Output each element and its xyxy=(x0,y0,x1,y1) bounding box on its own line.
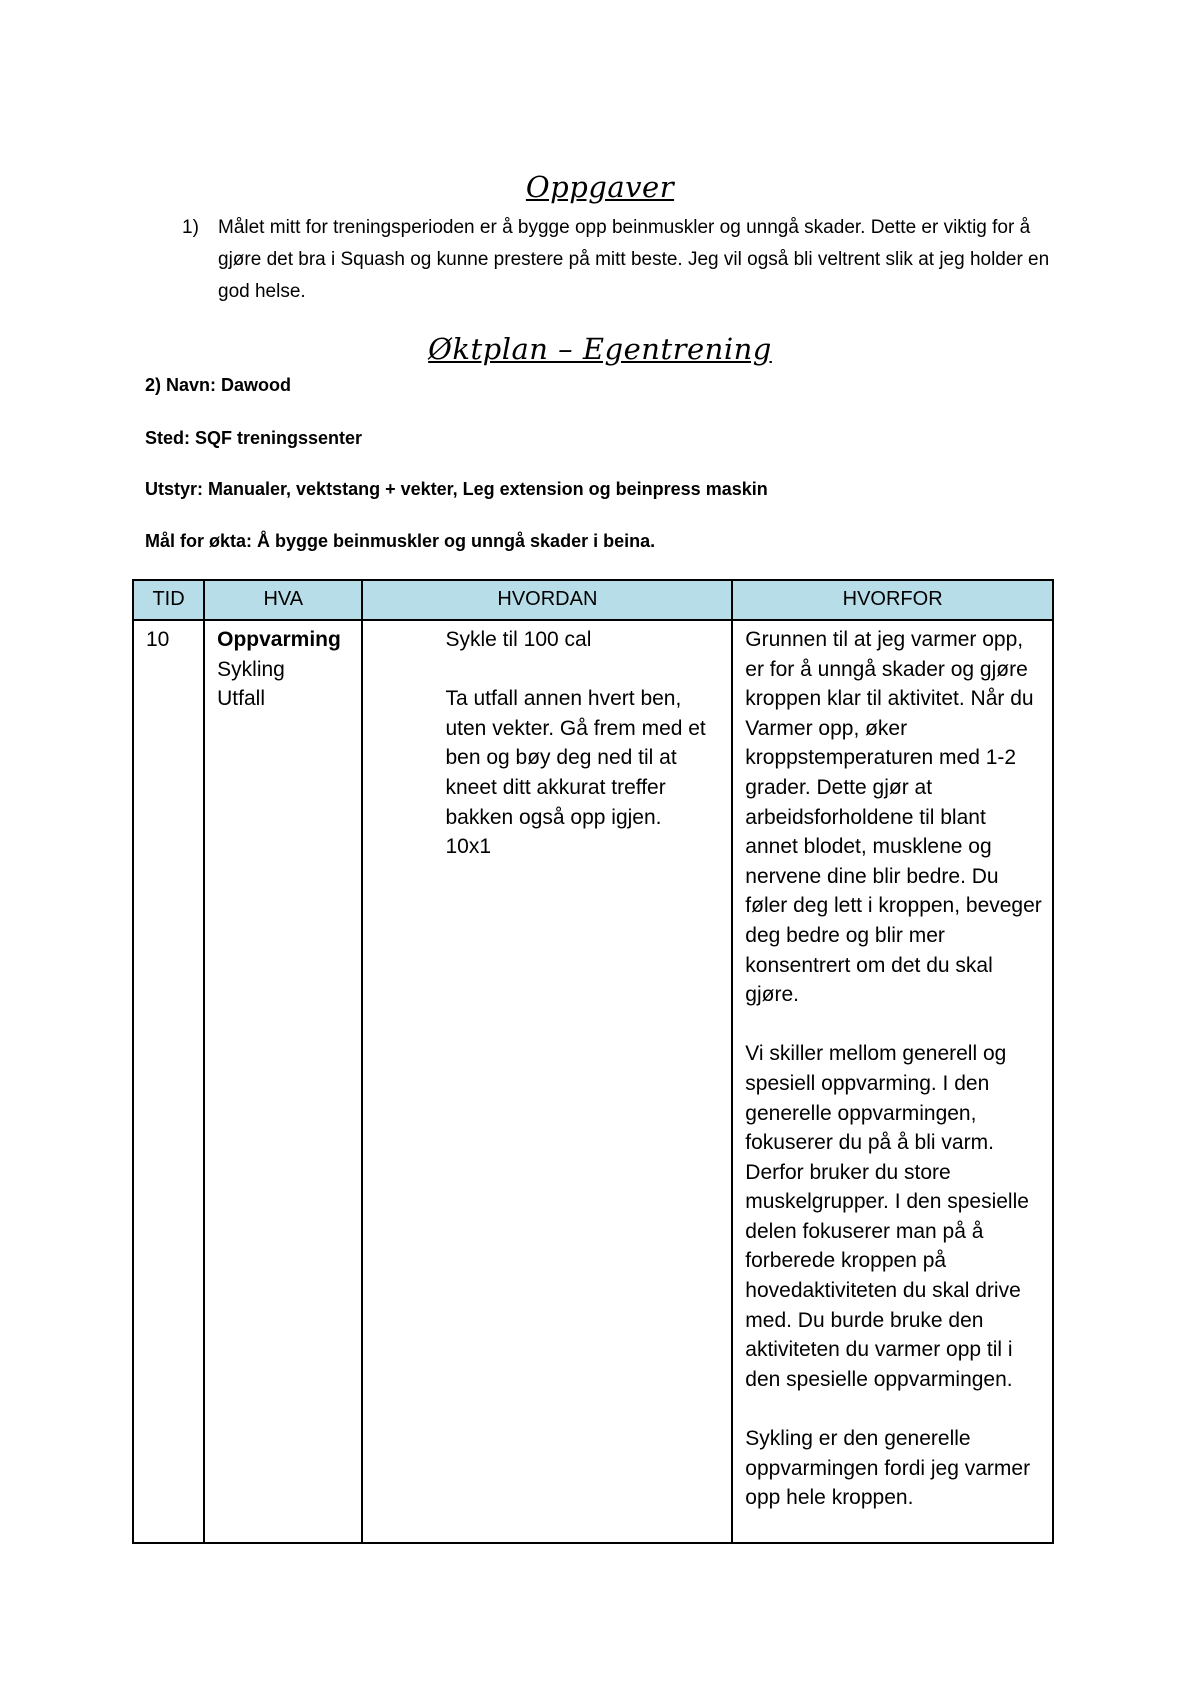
task-list-text: Målet mitt for treningsperioden er å bygge opp beinmuskler og unngå skader. Dette er viktig for å gjøre det bra i Squash og kunne prestere på mitt beste. Jeg vil også bli veltrent slik at jeg holder en god helse. xyxy=(218,217,1050,302)
task-list-number: 1) xyxy=(182,217,199,238)
cell-hva xyxy=(204,620,362,1543)
header-hvordan: HVORDAN xyxy=(362,580,732,620)
hvordan-paragraph: Ta utfall annen hvert ben, uten vekter. Gå frem med et ben og bøy deg ned til at kneet ditt akkurat treffer bakken også opp igjen. xyxy=(445,687,706,829)
session-plan-heading: Øktplan – Egentrening xyxy=(428,332,772,366)
hva-item: Sykling xyxy=(217,657,285,681)
hva-title: Oppvarming xyxy=(217,628,341,651)
header-tid: TID xyxy=(133,580,204,620)
table-row xyxy=(133,620,1053,1543)
equipment-field: Utstyr: Manualer, vektstang + vekter, Leg extension og beinpress maskin xyxy=(145,479,768,499)
hva-item: Utfall xyxy=(217,687,265,711)
hvorfor-paragraph: Grunnen til at jeg varmer opp, er for å unngå skader og gjøre kroppen klar til aktivitet. Når du Varmer opp, øker kroppstemperaturen med 1-2 grader. Dette gjør at arbeidsforholdene til blant annet blodet, musklene og nervene dine blir bedre. Du føler deg lett i kroppen, beveger deg bedre og blir mer konsentrert om det du skal gjøre. xyxy=(745,628,1042,1007)
place-field: Sted: SQF treningssenter xyxy=(145,428,363,448)
table-header-row xyxy=(133,580,1053,620)
cell-hvordan xyxy=(362,620,732,1543)
hvorfor-paragraph: Sykling er den generelle oppvarmingen fordi jeg varmer opp hele kroppen. xyxy=(745,1427,1031,1510)
session-plan-table xyxy=(132,579,1054,1544)
header-hvorfor: HVORFOR xyxy=(732,580,1053,620)
hvordan-reps: 10x1 xyxy=(445,835,492,859)
hvorfor-paragraph: Vi skiller mellom generell og spesiell oppvarming. I den generelle oppvarmingen, fokuserer du på å bli varm. Derfor bruker du store muskelgrupper. I den spesielle delen fokuserer man på å forberede kroppen på hovedaktiviteten du skal drive med. Du burde bruke den aktiviteten du varmer opp til i den spesielle oppvarmingen. xyxy=(745,1042,1029,1391)
goal-field: Mål for økta: Å bygge beinmuskler og unngå skader i beina. xyxy=(145,531,656,551)
name-field: 2) Navn: Dawood xyxy=(145,375,292,395)
header-hva: HVA xyxy=(204,580,362,620)
tasks-heading: Oppgaver xyxy=(525,170,675,204)
hvordan-paragraph: Sykle til 100 cal xyxy=(445,628,592,651)
cell-tid: 10 xyxy=(133,620,204,1543)
cell-hvorfor xyxy=(732,620,1053,1543)
